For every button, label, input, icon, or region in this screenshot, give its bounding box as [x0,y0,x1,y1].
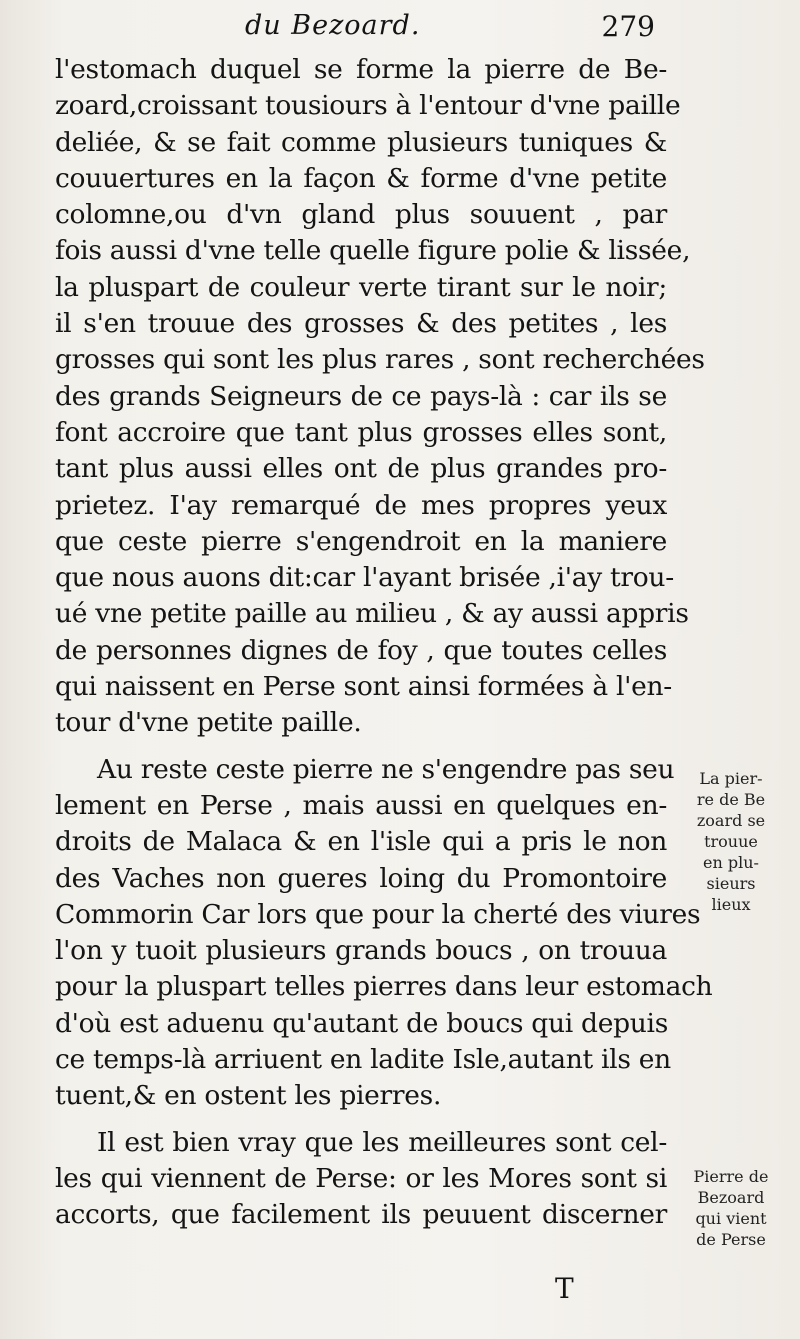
text-line: il s'en trouue des grosses & des petites , les [55,308,667,340]
text-line: Commorin Car lors que pour la cherté des viures [55,898,701,930]
text-line: des grands Seigneurs de ce pays-là : car ils se [55,380,667,412]
text-line: tour d'vne petite paille. [55,707,362,739]
running-head [245,10,665,50]
text-line: que nous auons dit:car l'ayant brisée ,i'ay trou- [55,562,674,594]
running-head-title: du Bezoard. [245,10,421,41]
marginal-note-line: trouue [704,832,758,851]
text-line: Il est bien vray que les meilleures sont cel- [97,1126,667,1158]
marginal-note-line: zoard se [696,811,766,830]
text-line: qui naissent en Perse sont ainsi formées à l'en- [55,671,672,703]
marginal-note-line: qui vient [695,1209,767,1228]
marginal-note [676,1166,786,1250]
paragraph [55,1125,667,1234]
marginal-note-line: de Perse [696,1230,766,1249]
marginal-note-line: re de Be [696,790,766,809]
paragraph [55,52,705,742]
text-line: droits de Malaca & en l'isle qui a pris le non [55,826,667,858]
text-line: grosses qui sont les plus rares , sont recherchées [55,344,705,376]
text-line: zoard,croissant tousiours à l'entour d'vne paille [55,90,681,122]
text-line: les qui viennent de Perse: or les Mores sont si [55,1162,667,1194]
text-line: couuertures en la façon & forme d'vne petite [55,162,667,194]
text-line: pour la pluspart telles pierres dans leur estomach [55,971,713,1003]
text-line: tant plus aussi elles ont de plus grandes pro- [55,453,667,485]
marginal-note-line: Bezoard [697,1188,765,1207]
marginal-note-line: Pierre de [693,1167,769,1186]
page-number: 279 [601,10,655,43]
text-line: lement en Perse , mais aussi en quelques en- [55,789,667,821]
text-line: tuent,& en ostent les pierres. [55,1080,442,1112]
body-text [55,52,713,1234]
text-line: des Vaches non gueres loing du Promontoire [55,862,667,894]
marginal-note-line: sieurs [706,874,756,893]
text-line: ué vne petite paille au milieu , & ay aussi appris [55,598,689,630]
marginal-note [676,768,786,915]
text-line: de personnes dignes de foy , que toutes celles [55,634,667,666]
text-line: l'estomach duquel se forme la pierre de Be- [55,54,667,85]
text-line: prietez. I'ay remarqué de mes propres yeux [55,489,667,521]
text-line: ce temps-là arriuent en ladite Isle,autant ils en [55,1044,671,1076]
text-line: l'on y tuoit plusieurs grands boucs , on trouua [55,935,667,967]
marginal-note-line: en plu- [703,853,759,872]
text-line: colomne,ou d'vn gland plus souuent , par [55,199,667,231]
text-line: font accroire que tant plus grosses elles sont, [55,416,667,448]
marginal-note-line: La pier- [699,769,763,788]
text-line: que ceste pierre s'engendroit en la maniere [55,525,667,557]
text-line: fois aussi d'vne telle quelle figure polie & lissée, [55,235,691,267]
text-line: d'où est aduenu qu'autant de boucs qui depuis [55,1007,668,1039]
catchword: T [555,1272,574,1305]
marginal-note-line: lieux [711,895,751,914]
text-line: accorts, que facilement ils peuuent discerner [55,1199,667,1231]
text-line: Au reste ceste pierre ne s'engendre pas seu [97,753,675,785]
text-line: deliée, & se fait comme plusieurs tuniques & [55,126,667,158]
text-line: la pluspart de couleur verte tirant sur le noir; [55,271,667,303]
paragraph [55,752,713,1115]
